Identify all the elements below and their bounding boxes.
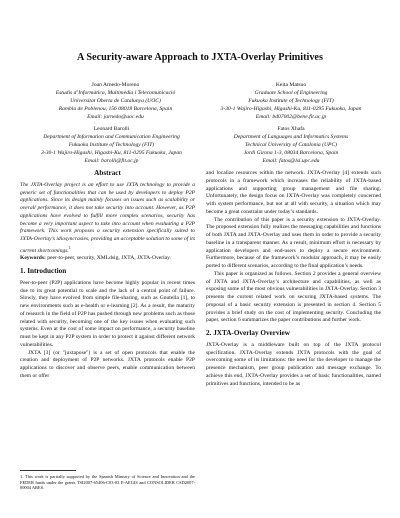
author-name: Leonard Barolli	[93, 126, 130, 132]
author-dept: Department of Information and Communication Engineering	[43, 133, 180, 140]
author-address: Jordi Girona 1-3, 08034 Barcelona, Spain	[243, 149, 339, 156]
author-name: Joan Arnedo-Moreno	[91, 82, 140, 88]
section-heading-introduction: 1. Introduction	[20, 267, 67, 276]
keywords: Keywords: peer-to-peer, security, XMLdsig, JXTA, JXTA-Overlay.	[20, 255, 171, 262]
author-dept: Estudis d’Informàtica, Multimèdia i Telecomunicació	[55, 89, 176, 96]
left-column	[20, 170, 195, 381]
paragraph: This paper is organized as follows. Section 2 provides a general overview of JXTA and JXTA-Overlay’s architecture and capabilities, as well as exposing some of the most obvious vulnerabilities in JXTA-Overlay. Section 3 presents the current related work on securing JXTA-based systems. The proposal of a basic security extension is presented in section 4. Section 5 provides a brief study on the cost of implementing security. Concluding the paper, section 6 summarizes the paper contributions and further work.	[206, 270, 381, 324]
author-name: Fatos Xhafa	[277, 126, 305, 132]
author-address: 3-30-1 Wajiro-Higashi, Higashi-Ku, 811-0295 Fukuoka, Japan	[220, 105, 362, 112]
paragraph: and localize resources within the network. JXTA-Overlay [4] extends such protocols in a framework which increases the reliability of JXTA-based applications and supporting group management and file sharing. Unfortunately, the design focus on JXTA-Overlay was completely concerned with system performance, but not at all with security, a situation which may become a great constraint under today’s standards.	[206, 170, 381, 215]
author-dept: Graduate School of Engineering	[254, 89, 328, 96]
author-address: Rambla de Poblenou, 156 08018 Barcelona, Spain	[58, 105, 173, 112]
right-column	[206, 170, 381, 388]
footnote-rule	[20, 470, 76, 471]
author-block-4	[207, 126, 375, 166]
author-block-2	[207, 82, 375, 122]
author-org: Fukuoka Institute of Technology (FIT)	[248, 97, 334, 104]
paper-title: A Security-aware Approach to JXTA-Overlay Primitives	[77, 52, 323, 63]
author-email: Email: barolli@fit.ac.jp	[84, 157, 139, 164]
author-email: Email: bd07002@bene.fit.ac.jp	[255, 113, 327, 120]
paragraph: The contribution of this paper is a security extension to JXTA-Overlay. The proposed extension fully realizes the messaging capabilities and functions of both JXTA and JXTA-Overlay and uses them in order to provide a security baseline in a transparent manner. As a result, minimum effort is necessary by application developers and end-users to deploy a secure environment. Furthermore, because of the framework’s modular approach, it may be easily ported to different scenarios, according to the final application’s needs.	[206, 216, 381, 269]
section-heading-overview: 2. JXTA-Overlay Overview	[206, 329, 290, 337]
paragraph: JXTA-Overlay is a middleware built on top of the JXTA protocol specification. JXTA-Overlay extends JXTA protocols with the goal of overcoming some of its limitations: the need for the developer to manage the presence mechanism, peer group publication and message exchange. To achieve this end, JXTA-Overlay provides a set of basic functionalities, named primitives and functions, intended to be as	[206, 341, 381, 387]
author-name: Keita Matsuo	[275, 82, 307, 88]
author-email: Email: fatos@lsi.upc.edu	[262, 157, 320, 164]
author-address: 3-30-1 Wajiro-Higashi, Higashi-Ku, 811-0295 Fukuoka, Japan	[41, 149, 182, 156]
author-dept: Department of Languages and Informatics Systems	[233, 133, 349, 140]
paragraph: JXTA [3] (or "juxtapose") is a set of open protocols that enable the creation and deployment of P2P networks. JXTA protocols enable P2P applications to discover and observe peers, enable communication between them or offer	[20, 349, 195, 379]
abstract-heading: Abstract	[94, 169, 121, 177]
author-block-1	[28, 82, 203, 122]
footnote: 1. This work is partially supported by the Spanish Ministry of Science and Innovation and the FEDER funds under the grants TSI2007-65406-C03-03 E-AEGIS and CONSOLIDER CSD2007-00004 ARES.	[20, 474, 195, 491]
paragraph: Peer-to-peer (P2P) applications have become highly popular in recent times due to its great potential to scale and the lack of a central point of failure. Slowly, they have evolved from simple file-sharing, such as Gnutella [1], to new environments such as e-health or e-learning [2]. As a result, the maturity of research in the field of P2P has pushed through new problems such as those related with security, becoming one of the key issues when evaluating such systems. Even at the cost of some impact on performance, a security baseline must be kept in any P2P system in order to protect it against different network vulnerabilities.	[20, 279, 195, 348]
author-block-3	[20, 126, 203, 166]
author-org: Fukuoka Institute of Technology (FIT)	[68, 141, 155, 148]
abstract-text: The JXTA-Overlay project is an effort to use JXTA technology to provide a generic set of functionalities that can be used by developers to deploy P2P applications. Since its design mainly focuses on issues such as scalability or overall performance, it does not take security into account. However, as P2P applications have evolved to fulfill more complex scenarios, security has become a very important aspect to take into account when evaluating a P2P framework. This work proposes a security extension specifically suited to JXTA-Overlay’s idiosyncrasies, providing an acceptable solution to some of its current shortcomings.$^1$	[20, 181, 195, 254]
author-org: Universitat Oberta de Catalunya (UOC)	[70, 97, 161, 104]
author-email: Email: jarnedo@uoc.edu	[87, 113, 144, 120]
author-org: Technical University of Catalonia (UPC)	[244, 141, 338, 148]
